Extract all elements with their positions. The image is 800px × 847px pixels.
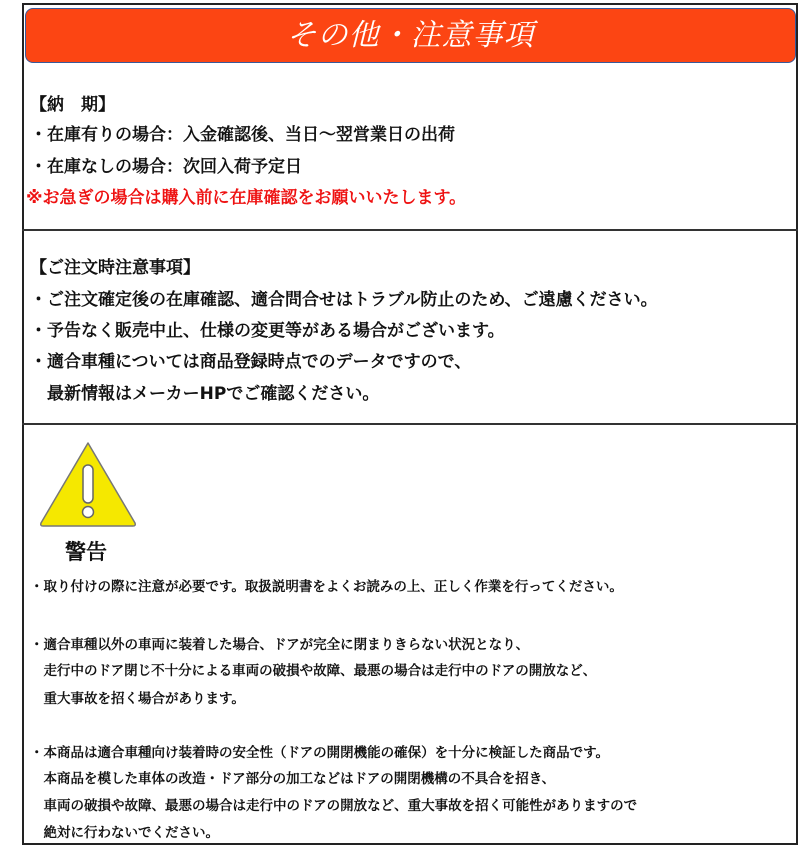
warning-line: 重大事故を招く場合があります。	[30, 691, 245, 707]
warning-triangle-icon	[38, 440, 138, 528]
delivery-line: ・在庫有りの場合：入金確認後、当日～翌営業日の出荷	[30, 125, 455, 145]
warning-line: 車両の破損や故障、最悪の場合は走行中のドアの開放など、重大事故を招く可能性がありますので	[30, 798, 638, 814]
warning-line: 絶対に行わないでください。	[30, 825, 219, 841]
delivery-line: ・在庫なしの場合：次回入荷予定日	[30, 157, 302, 177]
warning-line: ・適合車種以外の車両に装着した場合、ドアが完全に閉まりきらない状況となり、	[30, 637, 530, 653]
order-line: ・ご注文確定後の在庫確認、適合問合せはトラブル防止のため、ご遠慮ください。	[30, 290, 658, 310]
order-line: ・適合車種については商品登録時点でのデータですので、	[30, 352, 472, 372]
section-header: その他・注意事項	[25, 8, 796, 63]
warning-line: 本商品を模した車体の改造・ドア部分の加工などはドアの開閉機構の不具合を招き、	[30, 771, 556, 787]
divider	[22, 423, 798, 425]
delivery-heading: 【納 期】	[30, 95, 115, 115]
order-heading: 【ご注文時注意事項】	[30, 258, 200, 278]
warning-line: ・取り付けの際に注意が必要です。取扱説明書をよくお読みの上、正しく作業を行ってください。	[30, 579, 623, 595]
warning-title: 警告	[65, 540, 107, 564]
order-line: ・予告なく販売中止、仕様の変更等がある場合がございます。	[30, 321, 505, 341]
delivery-notice: ※お急ぎの場合は購入前に在庫確認をお願いいたします。	[26, 188, 467, 208]
warning-line: ・本商品は適合車種向け装着時の安全性（ドアの開閉機能の確保）を十分に検証した商品です。	[30, 745, 610, 761]
warning-line: 走行中のドア閉じ不十分による車両の破損や故障、最悪の場合は走行中のドアの開放など、	[30, 663, 597, 679]
divider	[22, 229, 798, 231]
order-line: 最新情報はメーカーHPでご確認ください。	[30, 384, 380, 404]
